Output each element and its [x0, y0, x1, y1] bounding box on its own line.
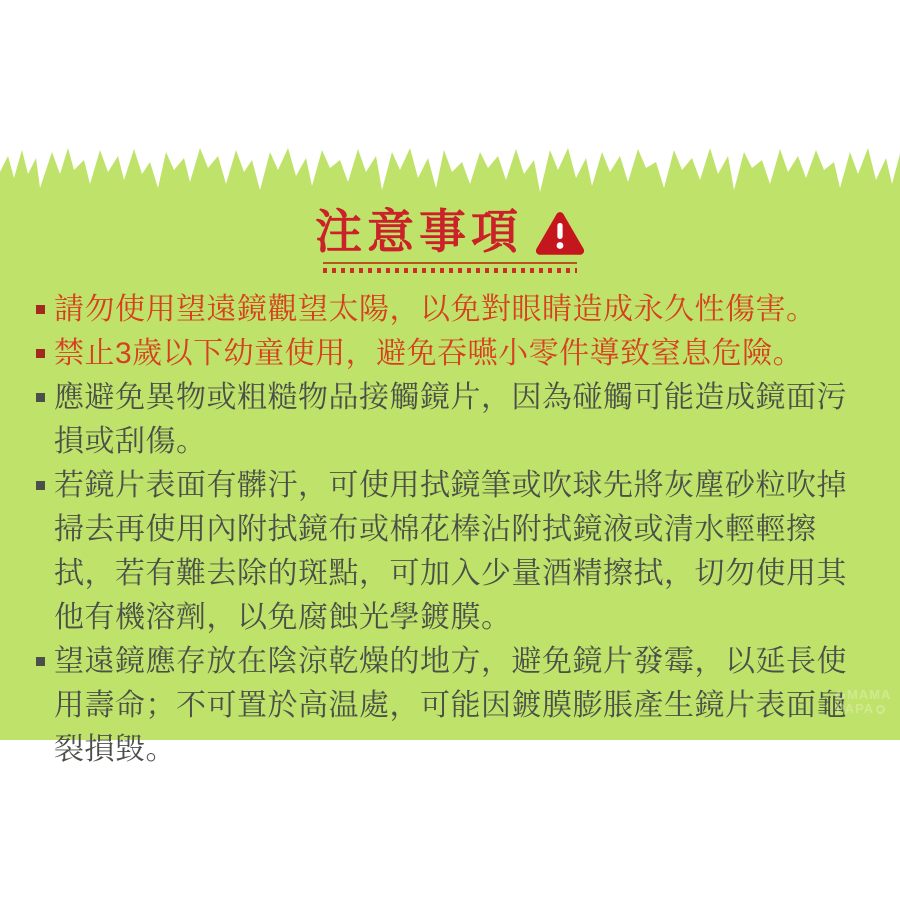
- watermark-row: [836, 702, 885, 716]
- circle-icon: [876, 705, 885, 714]
- page-title: 注意事項: [315, 205, 523, 258]
- note-text: 望遠鏡應存放在陰涼乾燥的地方，避免鏡片發霉，以延長使用壽命；不可置於高温處，可能因鍍膜膨脹產生鏡片表面龜裂損毀。: [54, 645, 847, 766]
- header: [0, 202, 900, 273]
- underline-solid-line: [323, 262, 577, 264]
- bullet-square-icon: [36, 349, 45, 358]
- list-item: [36, 464, 866, 640]
- underline-dotted-line: [323, 268, 577, 273]
- list-item: [36, 332, 866, 376]
- title-row: [315, 204, 585, 260]
- list-item: [36, 640, 866, 772]
- list-item: [36, 376, 866, 464]
- precaution-list: [36, 288, 866, 772]
- note-text: 應避免異物或粗糙物品接觸鏡片，因為碰觸可能造成鏡面污損或刮傷。: [54, 381, 847, 458]
- bullet-square-icon: [36, 305, 45, 314]
- watermark-text: MAMA: [847, 687, 892, 702]
- bullet-square-icon: [36, 657, 45, 666]
- grass-edge-decoration: [0, 144, 900, 204]
- watermark: [836, 688, 891, 716]
- circle-icon: [836, 691, 845, 700]
- watermark-text: PAPA: [836, 701, 875, 716]
- warning-triangle-icon: [535, 211, 585, 256]
- note-text: 請勿使用望遠鏡觀望太陽，以免對眼睛造成永久性傷害。: [54, 293, 817, 326]
- list-item: [36, 288, 866, 332]
- watermark-row: [836, 688, 891, 702]
- note-text: 若鏡片表面有髒汙，可使用拭鏡筆或吹球先將灰塵砂粒吹掉掃去再使用內附拭鏡布或棉花棒沾附拭鏡液或清水輕輕擦拭，若有難去除的斑點，可加入少量酒精擦拭，切勿使用其他有機溶劑，以免腐蝕光學鍍膜。: [54, 469, 847, 634]
- bullet-square-icon: [36, 481, 45, 490]
- note-text: 禁止3歲以下幼童使用，避免吞嚥小零件導致窒息危險。: [54, 337, 804, 370]
- title-underline: [323, 262, 577, 273]
- bullet-square-icon: [36, 393, 45, 402]
